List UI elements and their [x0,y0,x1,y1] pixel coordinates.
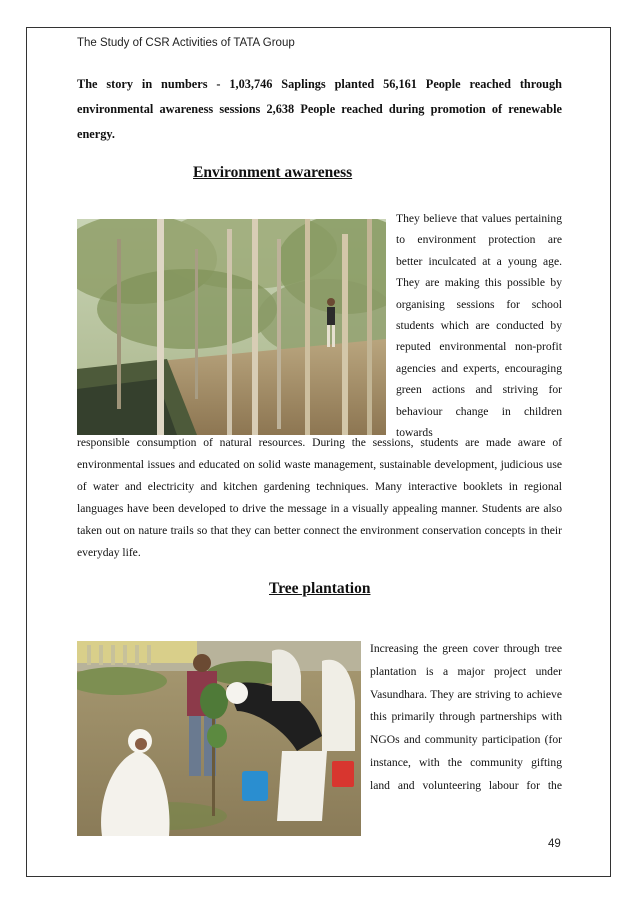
photo-eucalyptus-forest [77,219,386,435]
section-heading-environment-awareness: Environment awareness [193,164,353,181]
running-header: The Study of CSR Activities of TATA Group [77,37,295,49]
tree-plantation-column-text: Increasing the green cover through tree plantation is a major project under Vasundhara. They are striving to achieve this primarily through partnerships with NGOs and community participation (for instance, with the community gifting land and volunteering labour for the [370,642,562,792]
environment-awareness-continued-text: responsible consumption of natural resources. During the sessions, students are made aware of environmental issues and educated on solid waste management, sustainable development, judicious use of water and electricity and kitchen gardening techniques. Many interactive booklets in regional languages have been developed to drive the message in a visually appealing manner. Students are also taken out on nature trails so that they can better connect the environment conservation concepts in their everyday life. [77,436,562,559]
story-in-numbers: The story in numbers - 1,03,746 Saplings planted 56,161 People reached through environmental awareness sessions 2,638 People reached during promotion of renewable energy. [77,77,562,141]
section-heading-tree-plantation: Tree plantation [269,580,371,597]
photo-tree-planting [77,641,361,836]
environment-awareness-column-text: They believe that values pertaining to environment protection are better inculcated at a young age. They are making this possible by organising sessions for school students which are conducted by reputed environmental non-profit agencies and experts, encouraging green actions and striving for behaviour change in children towards [396,212,562,440]
page-number: 49 [548,838,561,850]
